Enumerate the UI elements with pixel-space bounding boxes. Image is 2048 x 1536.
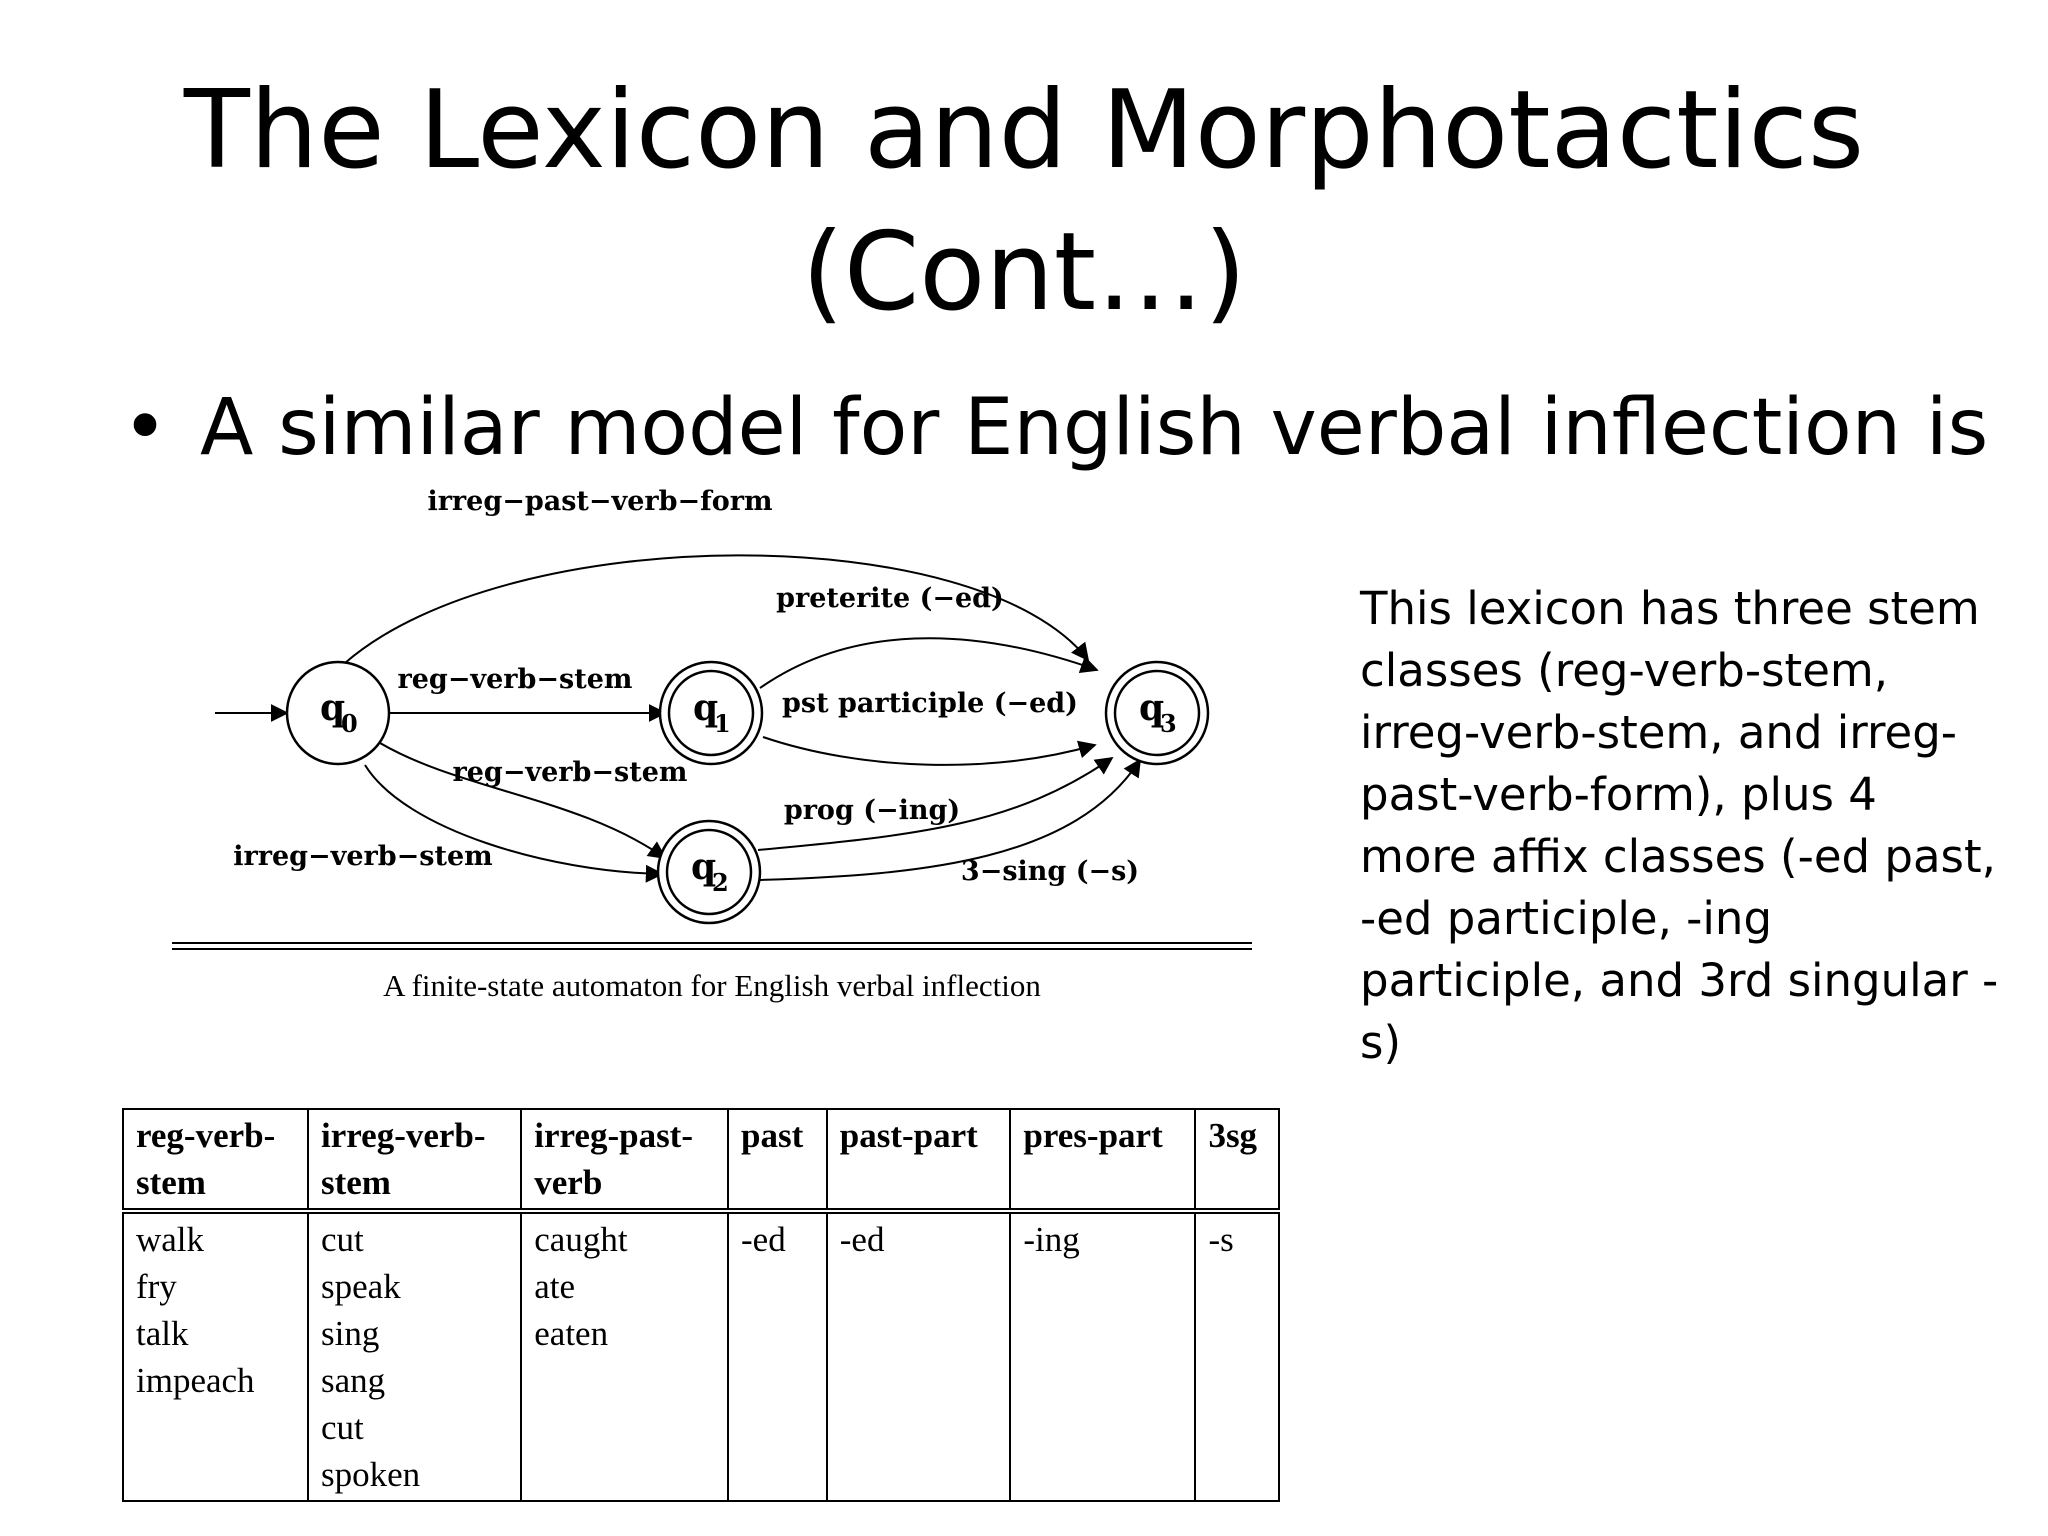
- slide-title-line-2: (Cont…): [801, 210, 1247, 335]
- svg-text:3: 3: [1160, 709, 1177, 738]
- fsa-diagram: [160, 480, 1300, 1040]
- column-header-past: past: [728, 1109, 827, 1211]
- state-q2: [658, 821, 760, 923]
- svg-text:0: 0: [341, 709, 358, 738]
- side-text-line: past-verb-form), plus 4: [1360, 768, 1877, 821]
- column-header-pres-part: pres-part: [1010, 1109, 1195, 1211]
- column-header-3sg: 3sg: [1195, 1109, 1279, 1211]
- svg-text:2: 2: [712, 868, 729, 897]
- edge-label-preterite: preterite (−ed): [776, 583, 1004, 614]
- svg-text:q: q: [691, 846, 717, 888]
- side-text-line: -ed participle, -ing: [1360, 892, 1773, 945]
- svg-text:q: q: [320, 687, 346, 729]
- edge-label-irreg-past-verb-form: irreg−past−verb−form: [427, 486, 773, 517]
- table-cell-reg-verb-stem: walk fry talk impeach: [123, 1211, 308, 1501]
- state-q1: [660, 662, 762, 764]
- side-text-line: more affix classes (-ed past,: [1360, 830, 1996, 883]
- table-cell-pres-part: -ing: [1010, 1211, 1195, 1501]
- side-text-line: irreg-verb-stem, and irreg-: [1360, 706, 1958, 759]
- table-cell-irreg-past-verb: caught ate eaten: [521, 1211, 728, 1501]
- table-header-row: [123, 1109, 1279, 1211]
- table-cell-3sg: -s: [1195, 1211, 1279, 1501]
- edge-label-prog: prog (−ing): [783, 795, 961, 826]
- table-cell-irreg-verb-stem: cut speak sing sang cut spoken: [308, 1211, 521, 1501]
- side-text-line: s): [1360, 1016, 1402, 1069]
- edge-label-irreg-verb-stem: irreg−verb−stem: [233, 841, 493, 872]
- state-q3: [1106, 662, 1208, 764]
- bullet-item: [122, 378, 2022, 478]
- bullet-text: A similar model for English verbal inflection is: [200, 383, 1989, 473]
- fsa-caption: A finite-state automaton for English verbal inflection: [383, 968, 1041, 1003]
- slide-title: [0, 60, 2048, 344]
- side-text-line: This lexicon has three stem: [1360, 582, 1980, 635]
- table-row: [123, 1211, 1279, 1501]
- state-q0: [287, 662, 389, 764]
- edge-label-pst-participle: pst participle (−ed): [782, 688, 1078, 719]
- side-explanation: [1360, 578, 1999, 1074]
- edge-label-reg-verb-stem-q2: reg−verb−stem: [452, 757, 688, 788]
- edge-label-reg-verb-stem-q1: reg−verb−stem: [397, 664, 633, 695]
- edge-q1-q3-participle: [763, 737, 1095, 765]
- slide-title-line-1: The Lexicon and Morphotactics: [183, 68, 1865, 193]
- side-text-line: classes (reg-verb-stem,: [1360, 644, 1889, 697]
- lexicon-table: [122, 1108, 1280, 1502]
- column-header-irreg-verb-stem: irreg-verb- stem: [308, 1109, 521, 1211]
- edge-q1-q3-preterite: [760, 638, 1097, 688]
- svg-text:1: 1: [714, 709, 731, 738]
- column-header-irreg-past-verb: irreg-past- verb: [521, 1109, 728, 1211]
- column-header-reg-verb-stem: reg-verb- stem: [123, 1109, 308, 1211]
- svg-text:q: q: [1139, 687, 1165, 729]
- edge-label-3-sing: 3−sing (−s): [960, 856, 1140, 887]
- table-cell-past: -ed: [728, 1211, 827, 1501]
- table-cell-past-part: -ed: [827, 1211, 1011, 1501]
- side-text-line: participle, and 3rd singular -: [1360, 954, 1999, 1007]
- bullet-icon: •: [122, 383, 169, 473]
- column-header-past-part: past-part: [827, 1109, 1011, 1211]
- svg-text:q: q: [693, 687, 719, 729]
